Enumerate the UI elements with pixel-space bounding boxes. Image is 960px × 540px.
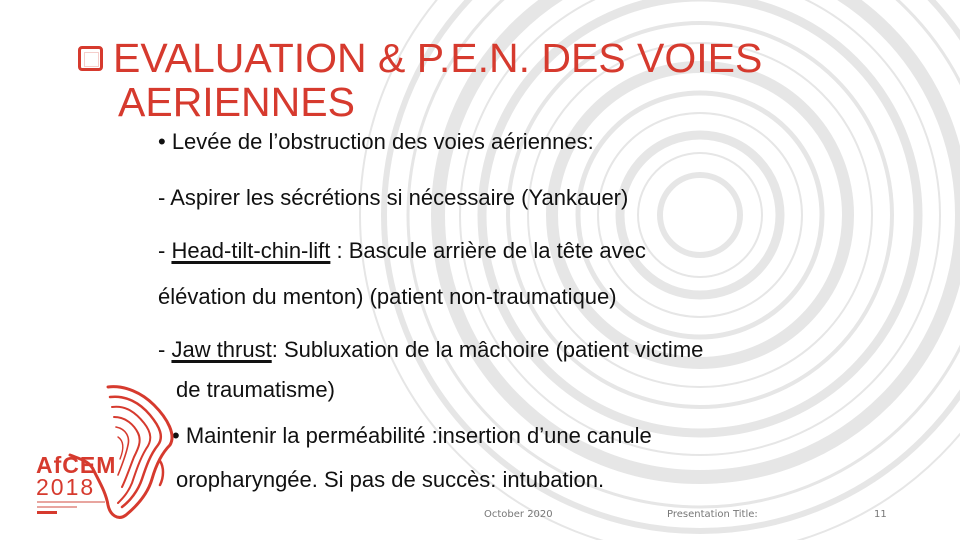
logo-badge	[37, 511, 57, 514]
logo-name: AfCEM	[36, 452, 117, 478]
item-head-tilt-term: Head-tilt-chin-lift	[171, 238, 331, 263]
item-head-tilt	[158, 238, 646, 264]
checkbox-bullet-icon	[78, 46, 103, 71]
item-jaw-thrust-prefix: -	[158, 337, 172, 362]
item-head-tilt-prefix: -	[158, 238, 172, 263]
logo-year: 2018	[36, 474, 96, 500]
title-line-1	[78, 36, 898, 80]
title-text-1: EVALUATION & P.E.N. DES VOIES	[113, 35, 763, 81]
footer-page-number: 11	[874, 509, 887, 520]
item-jaw-thrust	[158, 337, 703, 363]
bullet-maintenir-permeabilite-line-2: oropharyngée. Si pas de succès: intubation.	[176, 467, 605, 492]
item-jaw-thrust-line-2: de traumatisme)	[176, 377, 335, 402]
item-head-tilt-rest: : Bascule arrière de la tête avec	[330, 238, 646, 263]
slide-title	[78, 36, 898, 124]
logo-tagline-line-2	[37, 506, 77, 508]
item-head-tilt-line-2: élévation du menton) (patient non-traumatique)	[158, 284, 617, 309]
item-jaw-thrust-term: Jaw thrust	[171, 337, 272, 362]
item-aspirer-secretions: - Aspirer les sécrétions si nécessaire (Yankauer)	[158, 185, 629, 210]
footer-date: October 2020	[484, 509, 553, 520]
bullet-maintenir-permeabilite: • Maintenir la perméabilité :insertion d’une canule	[172, 423, 652, 448]
title-line-2: AERIENNES	[118, 79, 355, 125]
item-jaw-thrust-rest: : Subluxation de la mâchoire (patient victime	[271, 337, 704, 362]
logo-tagline-line	[37, 501, 105, 503]
footer-presentation-title: Presentation Title:	[667, 509, 758, 520]
bullet-levee-obstruction: • Levée de l’obstruction des voies aériennes:	[158, 129, 594, 154]
